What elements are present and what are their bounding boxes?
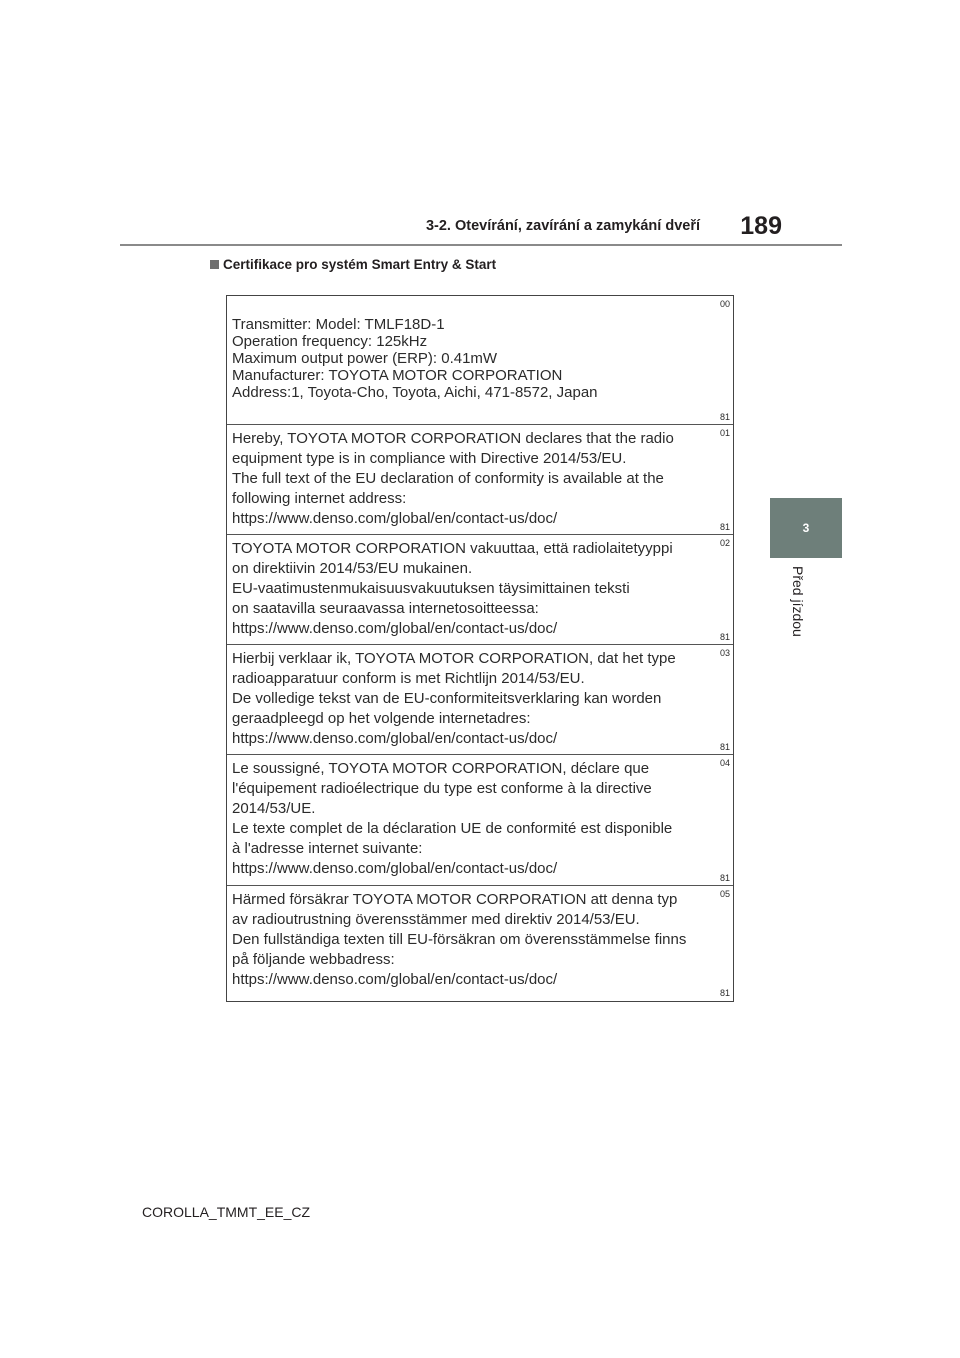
certificate-line: Hierbij verklaar ik, TOYOTA MOTOR CORPORATION, dat het type — [232, 650, 676, 667]
certificate-line: https://www.denso.com/global/en/contact-us/doc/ — [232, 730, 558, 747]
row-code-top: 03 — [719, 648, 730, 658]
certificate-line: https://www.denso.com/global/en/contact-us/doc/ — [232, 860, 558, 877]
chapter-label: Před jízdou — [790, 566, 806, 637]
certificate-line: TOYOTA MOTOR CORPORATION vakuuttaa, että radiolaitetyyppi — [232, 540, 673, 557]
certificate-line: https://www.denso.com/global/en/contact-us/doc/ — [232, 620, 558, 637]
certificate-line: on direktiivin 2014/53/EU mukainen. — [232, 560, 473, 577]
footer-model-code: COROLLA_TMMT_EE_CZ — [142, 1204, 311, 1220]
certificate-line: following internet address: — [232, 490, 407, 507]
certificate-line: Le soussigné, TOYOTA MOTOR CORPORATION, déclare que — [232, 760, 650, 777]
certificate-line: equipment type is in compliance with Directive 2014/53/EU. — [232, 450, 627, 467]
certificate-line: Hereby, TOYOTA MOTOR CORPORATION declares that the radio — [232, 430, 674, 447]
row-code-bottom: 81 — [719, 742, 730, 752]
row-code-top: 05 — [719, 889, 730, 899]
certificate-text — [232, 759, 703, 879]
certificate-line: Manufacturer: TOYOTA MOTOR CORPORATION — [232, 367, 563, 384]
certificate-line: geraadpleegd op het volgende internetadres: — [232, 710, 531, 727]
section-title: 3-2. Otevírání, zavírání a zamykání dveří — [425, 218, 700, 234]
row-code-bottom: 81 — [719, 632, 730, 642]
certificate-line: on saatavilla seuraavassa internetosoitteessa: — [232, 600, 539, 617]
certificate-line: Address:1, Toyota-Cho, Toyota, Aichi, 471-8572, Japan — [232, 384, 598, 401]
row-code-bottom: 81 — [719, 873, 730, 883]
certificate-line: Operation frequency: 125kHz — [232, 333, 428, 350]
certificate-line: l'équipement radioélectrique du type est conforme à la directive — [232, 780, 652, 797]
row-code-bottom: 81 — [719, 412, 730, 422]
certificate-row — [227, 755, 733, 886]
certificate-line: radioapparatuur conform is met Richtlijn 2014/53/EU. — [232, 670, 585, 687]
row-code-top: 04 — [719, 758, 730, 768]
row-code-bottom: 81 — [719, 522, 730, 532]
row-code-top: 00 — [719, 299, 730, 309]
certificate-line: Den fullständiga texten till EU-försäkran om överensstämmelse finns — [232, 931, 687, 948]
certificate-line: The full text of the EU declaration of conformity is available at the — [232, 470, 664, 487]
certificate-line: à l'adresse internet suivante: — [232, 840, 423, 857]
certificate-line: på följande webbadress: — [232, 951, 395, 968]
certificate-line: 2014/53/UE. — [232, 800, 316, 817]
chapter-tab — [770, 498, 842, 558]
certificate-line: https://www.denso.com/global/en/contact-us/doc/ — [232, 971, 558, 988]
certificate-line: https://www.denso.com/global/en/contact-us/doc/ — [232, 510, 558, 527]
section-heading — [210, 257, 496, 272]
certificate-row — [227, 296, 733, 425]
square-bullet-icon — [210, 260, 219, 269]
certificate-row — [227, 535, 733, 645]
page-number: 189 — [740, 212, 782, 240]
certificate-line: av radioutrustning överensstämmer med direktiv 2014/53/EU. — [232, 911, 640, 928]
certificate-line: Le texte complet de la déclaration UE de conformité est disponible — [232, 820, 673, 837]
certification-box — [226, 295, 734, 1002]
certificate-line: Transmitter: Model: TMLF18D-1 — [232, 316, 445, 333]
header-divider — [120, 244, 842, 246]
row-code-top: 02 — [719, 538, 730, 548]
certificate-text — [232, 890, 703, 990]
row-code-top: 01 — [719, 428, 730, 438]
row-code-bottom: 81 — [719, 988, 730, 998]
certificate-row — [227, 886, 733, 1000]
certificate-line: Härmed försäkrar TOYOTA MOTOR CORPORATION att denna typ — [232, 891, 678, 908]
certificate-text — [232, 316, 703, 401]
certificate-row — [227, 425, 733, 535]
certificate-text — [232, 539, 703, 639]
certificate-text — [232, 429, 703, 529]
chapter-number: 3 — [802, 521, 810, 535]
section-heading-text: Certifikace pro systém Smart Entry & Start — [223, 257, 497, 272]
certificate-line: De volledige tekst van de EU-conformiteitsverklaring kan worden — [232, 690, 662, 707]
certificate-line: Maximum output power (ERP): 0.41mW — [232, 350, 498, 367]
certificate-text — [232, 649, 703, 749]
certificate-row — [227, 645, 733, 755]
certificate-line: EU-vaatimustenmukaisuusvakuutuksen täysimittainen teksti — [232, 580, 630, 597]
